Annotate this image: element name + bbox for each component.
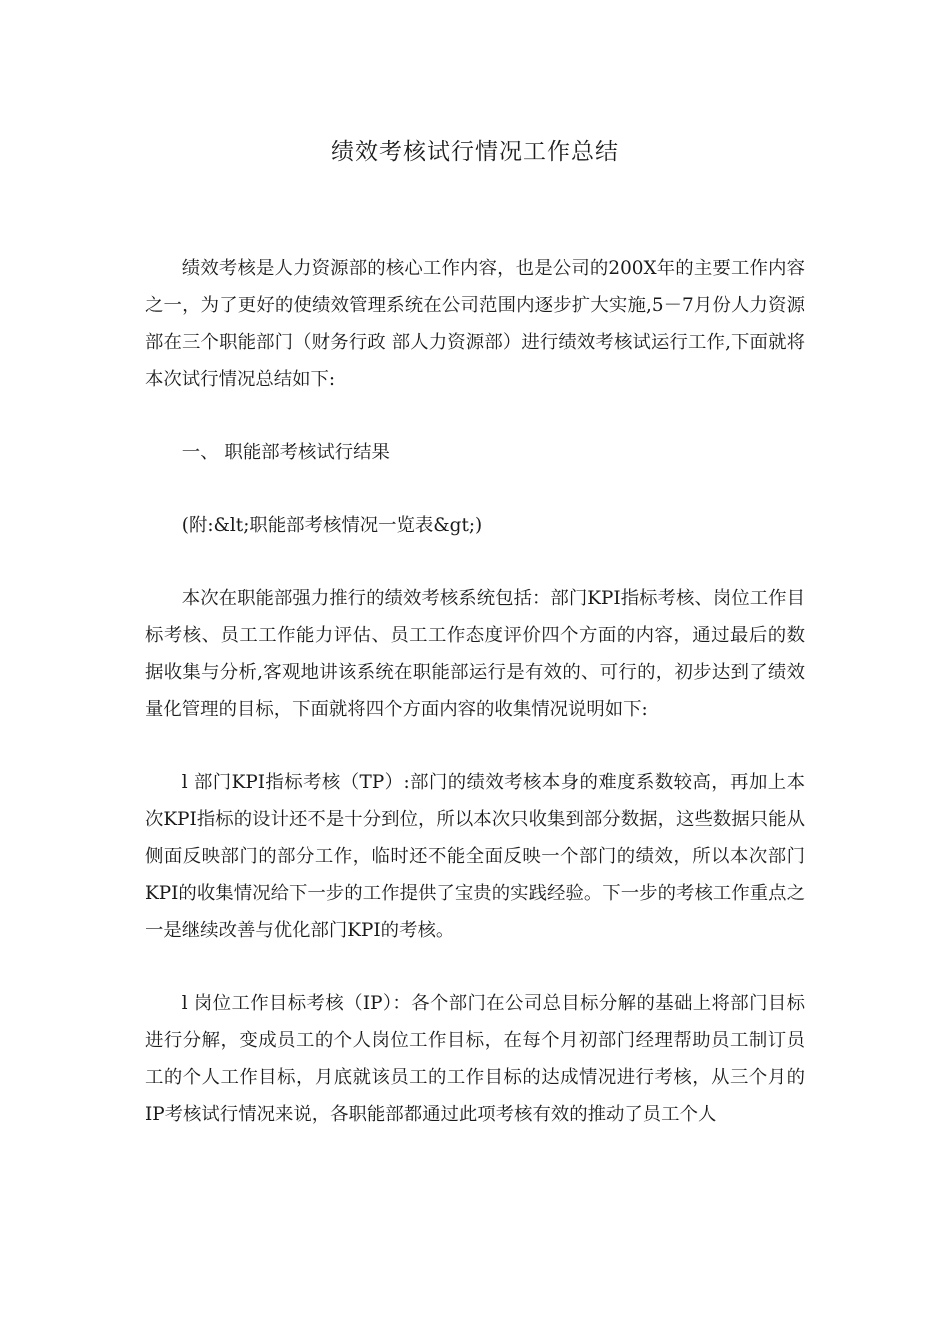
document-body — [145, 250, 805, 1133]
system-overview-paragraph: 本次在职能部强力推行的绩效考核系统包括：部门KPI指标考核、岗位工作目标考核、员工工作能力评估、员工工作态度评价四个方面的内容，通过最后的数据收集与分析,客观地讲该系统在职能部运行是有效的、可行的，初步达到了绩效量化管理的目标，下面就将四个方面内容的收集情况说明如下: — [145, 588, 805, 720]
paragraph-spacer — [145, 728, 805, 764]
intro-paragraph: 绩效考核是人力资源部的核心工作内容，也是公司的200X年的主要工作内容之一，为了更好的使绩效管理系统在公司范围内逐步扩大实施,5－7月份人力资源部在三个职能部门（财务行政 部人力资源部）进行绩效考核试运行工作,下面就将本次试行情况总结如下: — [145, 258, 805, 390]
paragraph-spacer — [145, 949, 805, 985]
position-goal-paragraph: l 岗位工作目标考核（IP）：各个部门在公司总目标分解的基础上将部门目标进行分解，变成员工的个人岗位工作目标，在每个月初部门经理帮助员工制订员工的个人工作目标，月底就该员工的工作目标的达成情况进行考核，从三个月的IP考核试行情况来说，各职能部都通过此项考核有效的推动了员工个人 — [145, 993, 805, 1125]
attachment-note: (附:&lt;职能部考核情况一览表&gt;) — [181, 515, 483, 536]
paragraph-spacer — [145, 471, 805, 507]
section-heading: 一、 职能部考核试行结果 — [181, 442, 390, 463]
paragraph-spacer — [145, 398, 805, 434]
dept-kpi-paragraph: l 部门KPI指标考核（TP）:部门的绩效考核本身的难度系数较高，再加上本次KPI指标的设计还不是十分到位，所以本次只收集到部分数据，这些数据只能从侧面反映部门的部分工作，临时还不能全面反映一个部门的绩效，所以本次部门KPI的收集情况给下一步的工作提供了宝贵的实践经验。下一步的考核工作重点之一是继续改善与优化部门KPI的考核。 — [145, 772, 805, 941]
document-title: 绩效考核试行情况工作总结 — [331, 139, 619, 165]
paragraph-spacer — [145, 544, 805, 580]
